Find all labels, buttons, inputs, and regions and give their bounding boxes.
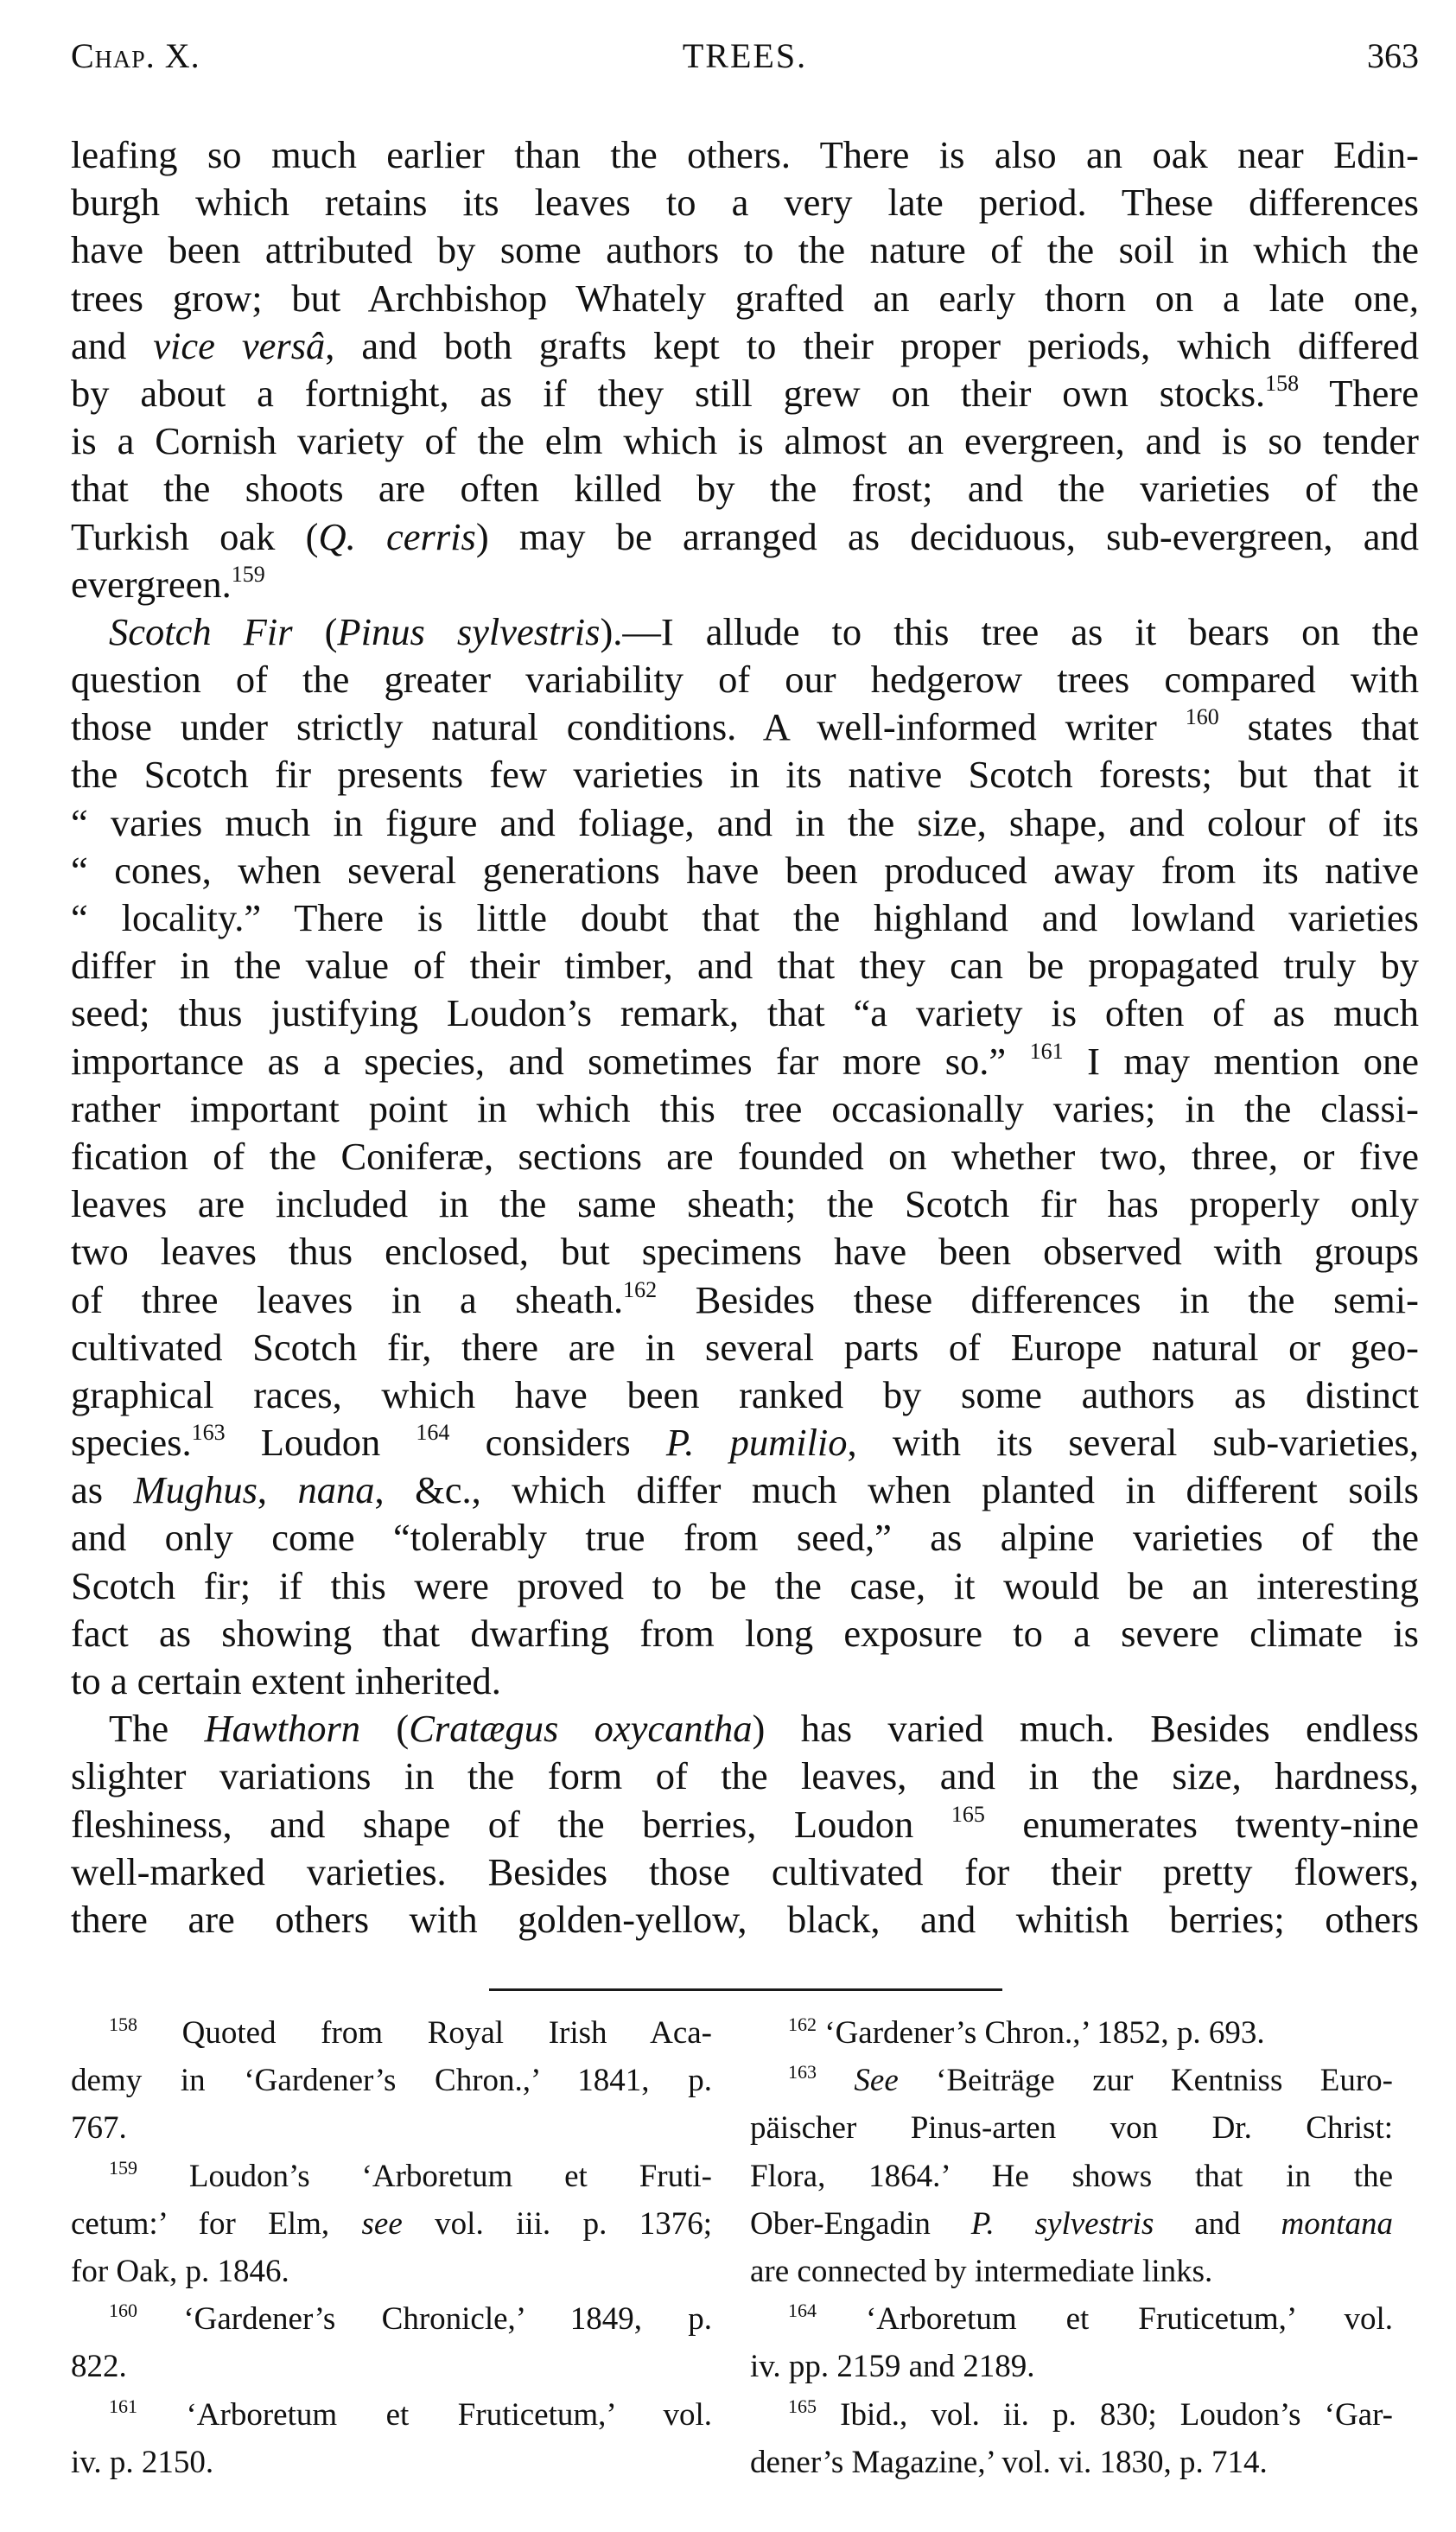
text-line: is a Cornish variety of the elm which is almost an evergreen, and is so tender <box>71 419 1419 463</box>
paragraph-scotch-fir <box>71 608 1419 1705</box>
text-line <box>71 1276 1419 1324</box>
section-heading-italic: Hawthorn <box>204 1707 361 1751</box>
text-line: graphical races, which have been ranked by some authors as distinct <box>71 1372 1419 1416</box>
text-run: Besides these differences in the semi- <box>657 1277 1419 1321</box>
text-line <box>71 1419 1419 1466</box>
text-run: There <box>1299 371 1420 415</box>
text-line <box>71 513 1419 561</box>
text-line: leafing so much earlier than the others. There is also an oak near Edin- <box>71 133 1419 176</box>
text-line: seed; thus justifying Loudon’s remark, that “a variety is often of as much <box>71 991 1419 1035</box>
text-run: Turkish oak ( <box>71 514 319 558</box>
text-line <box>71 608 1419 656</box>
text-line <box>750 2012 1393 2059</box>
footnote-160 <box>71 2298 712 2393</box>
text-run: ‘Beiträge zur Kentniss Euro- <box>898 2063 1394 2099</box>
footnote-number: 163 <box>788 2061 817 2083</box>
text-run: ‘Arboretum et Fruticetum,’ vol. <box>865 2301 1393 2338</box>
italic-phrase: vice versâ <box>153 323 326 367</box>
text-line: for Oak, p. 1846. <box>71 2253 289 2289</box>
text-line: Flora, 1864.’ He shows that in the <box>750 2158 1393 2194</box>
text-run: The <box>109 1707 205 1751</box>
italic-phrase: See <box>854 2063 899 2099</box>
running-head <box>71 35 1419 78</box>
text-line: are connected by intermediate links. <box>750 2253 1213 2289</box>
footnote-ref-163[interactable]: 163 <box>191 1420 226 1446</box>
text-line <box>750 2298 1393 2345</box>
footnotes-left-column <box>71 2012 712 2489</box>
text-line: differ in the value of their timber, and that they can be propagated truly by <box>71 944 1419 988</box>
footnote-divider <box>489 1988 1002 1991</box>
text-line: “ varies much in figure and foliage, and in the size, shape, and colour of its <box>71 800 1419 844</box>
text-run: Ibid., vol. ii. p. 830; Loudon’s ‘Gar- <box>840 2396 1393 2433</box>
text-run: ( <box>292 609 338 653</box>
footnote-ref-159[interactable]: 159 <box>231 561 265 587</box>
text-line: fication of the Coniferæ, sections are founded on whether two, three, or five <box>71 1134 1419 1178</box>
text-line: there are others with golden-yellow, black, and whitish berries; others <box>71 1897 1419 1941</box>
text-line: päischer Pinus-arten von Dr. Christ: <box>750 2110 1393 2147</box>
text-line: have been attributed by some authors to the nature of the soil in which the <box>71 228 1419 272</box>
footnote-163 <box>750 2059 1393 2298</box>
text-line <box>71 2203 712 2250</box>
text-line <box>71 1705 1419 1753</box>
footnote-number: 165 <box>788 2395 817 2417</box>
footnote-159 <box>71 2155 712 2299</box>
text-line <box>71 2012 712 2059</box>
text-line: two leaves thus enclosed, but specimens have been observed with groups <box>71 1230 1419 1274</box>
footnotes-right-column <box>750 2012 1393 2489</box>
text-run: I may mention one <box>1063 1039 1419 1083</box>
footnote-ref-162[interactable]: 162 <box>623 1276 658 1302</box>
text-line: that the shoots are often killed by the frost; and the varieties of the <box>71 467 1419 511</box>
footnote-162 <box>750 2012 1393 2059</box>
text-run: ( <box>360 1707 410 1751</box>
text-line: the Scotch fir presents few varieties in its native Scotch forests; but that it <box>71 753 1419 797</box>
text-run: Loudon <box>225 1421 416 1465</box>
text-run: Ober-Engadin <box>750 2205 971 2242</box>
text-line <box>71 703 1419 751</box>
text-run: , &c., which differ much when planted in different soils <box>374 1468 1419 1512</box>
footnote-158 <box>71 2012 712 2155</box>
text-line: “ locality.” There is little doubt that the highland and lowland varieties <box>71 896 1419 939</box>
footnote-number: 159 <box>109 2156 137 2179</box>
text-run: states that <box>1218 705 1419 749</box>
text-run: and <box>71 323 154 367</box>
text-line <box>71 1466 1419 1514</box>
text-run: fleshiness, and shape of the berries, Loudon <box>71 1802 951 1846</box>
text-run: as <box>71 1468 134 1512</box>
text-run: by about a fortnight, as if they still grew on their own stocks. <box>71 371 1266 415</box>
text-run: ‘Gardener’s Chronicle,’ 1849, p. <box>183 2301 713 2338</box>
text-run: cetum:’ for Elm, <box>71 2205 362 2242</box>
text-line: iv. pp. 2159 and 2189. <box>750 2349 1035 2385</box>
text-line <box>71 2155 712 2203</box>
text-run: ) has varied much. Besides endless <box>752 1707 1419 1751</box>
text-line: trees grow; but Archbishop Whately grafted an early thorn on a late one, <box>71 276 1419 320</box>
page-number: 363 <box>1367 36 1419 75</box>
text-line: to a certain extent inherited. <box>71 1659 501 1702</box>
text-run: ‘Arboretum et Fruticetum,’ vol. <box>186 2396 712 2433</box>
text-line: iv. p. 2150. <box>71 2444 214 2480</box>
text-run: ).—I allude to this tree as it bears on the <box>600 609 1419 653</box>
text-run: of three leaves in a sheath. <box>71 1277 624 1321</box>
text-line: rather important point in which this tree occasionally varies; in the classi- <box>71 1086 1419 1130</box>
footnote-number: 158 <box>109 2014 137 2035</box>
text-run: those under strictly natural conditions. A well-informed writer <box>71 705 1186 749</box>
text-line <box>71 1801 1419 1848</box>
text-line <box>71 1038 1419 1085</box>
text-run: , <box>257 1468 298 1512</box>
footnote-ref-158[interactable]: 158 <box>1265 370 1300 396</box>
footnote-number: 162 <box>788 2014 817 2035</box>
footnote-ref-160[interactable]: 160 <box>1185 704 1219 730</box>
text-run: vol. iii. p. 1376; <box>402 2205 713 2242</box>
chapter-label: Chap. X. <box>71 36 200 75</box>
footnote-number: 164 <box>788 2300 817 2322</box>
footnote-ref-164[interactable]: 164 <box>416 1420 450 1446</box>
text-line <box>71 2298 712 2345</box>
species-name: P. pumilio <box>665 1421 848 1465</box>
text-line <box>71 561 1419 608</box>
text-run: ) may be arranged as deciduous, sub-evergreen, and <box>475 514 1419 558</box>
footnote-number: 160 <box>109 2300 137 2322</box>
text-line <box>750 2203 1393 2250</box>
section-heading-italic: Scotch Fir <box>109 609 293 653</box>
text-line: and only come “tolerably true from seed,” as alpine varieties of the <box>71 1516 1419 1560</box>
paragraph-hawthorn <box>71 1705 1419 1944</box>
paragraph-oak-elm <box>71 131 1419 608</box>
text-run: and <box>1154 2205 1281 2242</box>
text-run: species. <box>71 1421 192 1465</box>
text-line: 822. <box>71 2349 127 2385</box>
body-text <box>71 131 1419 1944</box>
species-name: Cratægus oxycantha <box>409 1707 753 1751</box>
footnote-164 <box>750 2298 1393 2393</box>
footnote-165 <box>750 2394 1393 2489</box>
text-run: considers <box>449 1421 666 1465</box>
text-run: , with its several sub-varieties, <box>847 1421 1419 1465</box>
text-line: demy in ‘Gardener’s Chron.,’ 1841, p. <box>71 2063 712 2099</box>
footnote-161 <box>71 2394 712 2489</box>
text-line: 767. <box>71 2110 127 2147</box>
text-line: Scotch fir; if this were proved to be the case, it would be an interesting <box>71 1563 1419 1607</box>
text-line <box>71 370 1419 417</box>
page-title: TREES. <box>682 36 808 75</box>
italic-phrase: Q. cerris <box>318 514 476 558</box>
species-name: Pinus sylvestris <box>337 609 601 653</box>
text-run: Quoted from Royal Irish Aca- <box>181 2015 712 2051</box>
text-line: question of the greater variability of our hedgerow trees compared with <box>71 658 1419 702</box>
text-line: fact as showing that dwarfing from long exposure to a severe climate is <box>71 1611 1419 1655</box>
text-run: enumerates twenty-nine <box>984 1802 1419 1846</box>
species-name: montana <box>1281 2205 1393 2242</box>
species-name: nana <box>297 1468 375 1512</box>
text-line <box>750 2059 1393 2107</box>
text-line: dener’s Magazine,’ vol. vi. 1830, p. 714. <box>750 2444 1268 2480</box>
text-run: , and both grafts kept to their proper periods, which differed <box>325 323 1419 367</box>
text-run: evergreen. <box>71 562 232 606</box>
footnote-number: 161 <box>109 2395 137 2417</box>
text-line: slighter variations in the form of the leaves, and in the size, hardness, <box>71 1754 1419 1798</box>
italic-phrase: see <box>361 2205 403 2242</box>
text-line: well-marked varieties. Besides those cultivated for their pretty flowers, <box>71 1849 1419 1893</box>
species-name: Mughus <box>133 1468 258 1512</box>
text-run: ‘Gardener’s Chron.,’ 1852, p. 693. <box>824 2015 1265 2051</box>
species-name: P. sylvestris <box>970 2205 1154 2242</box>
text-line <box>750 2394 1393 2441</box>
text-line <box>71 2394 712 2441</box>
footnote-ref-165[interactable]: 165 <box>951 1801 985 1827</box>
text-run: Loudon’s ‘Arboretum et Fruti- <box>188 2158 712 2194</box>
footnote-ref-161[interactable]: 161 <box>1029 1038 1064 1064</box>
text-line: leaves are included in the same sheath; the Scotch fir has properly only <box>71 1182 1419 1226</box>
text-line: cultivated Scotch fir, there are in several parts of Europe natural or geo- <box>71 1325 1419 1369</box>
text-line <box>71 322 1419 370</box>
text-run: importance as a species, and sometimes far more so.” <box>71 1039 1030 1083</box>
text-line: burgh which retains its leaves to a very late period. These differences <box>71 181 1419 225</box>
text-line: “ cones, when several generations have been produced away from its native <box>71 848 1419 892</box>
